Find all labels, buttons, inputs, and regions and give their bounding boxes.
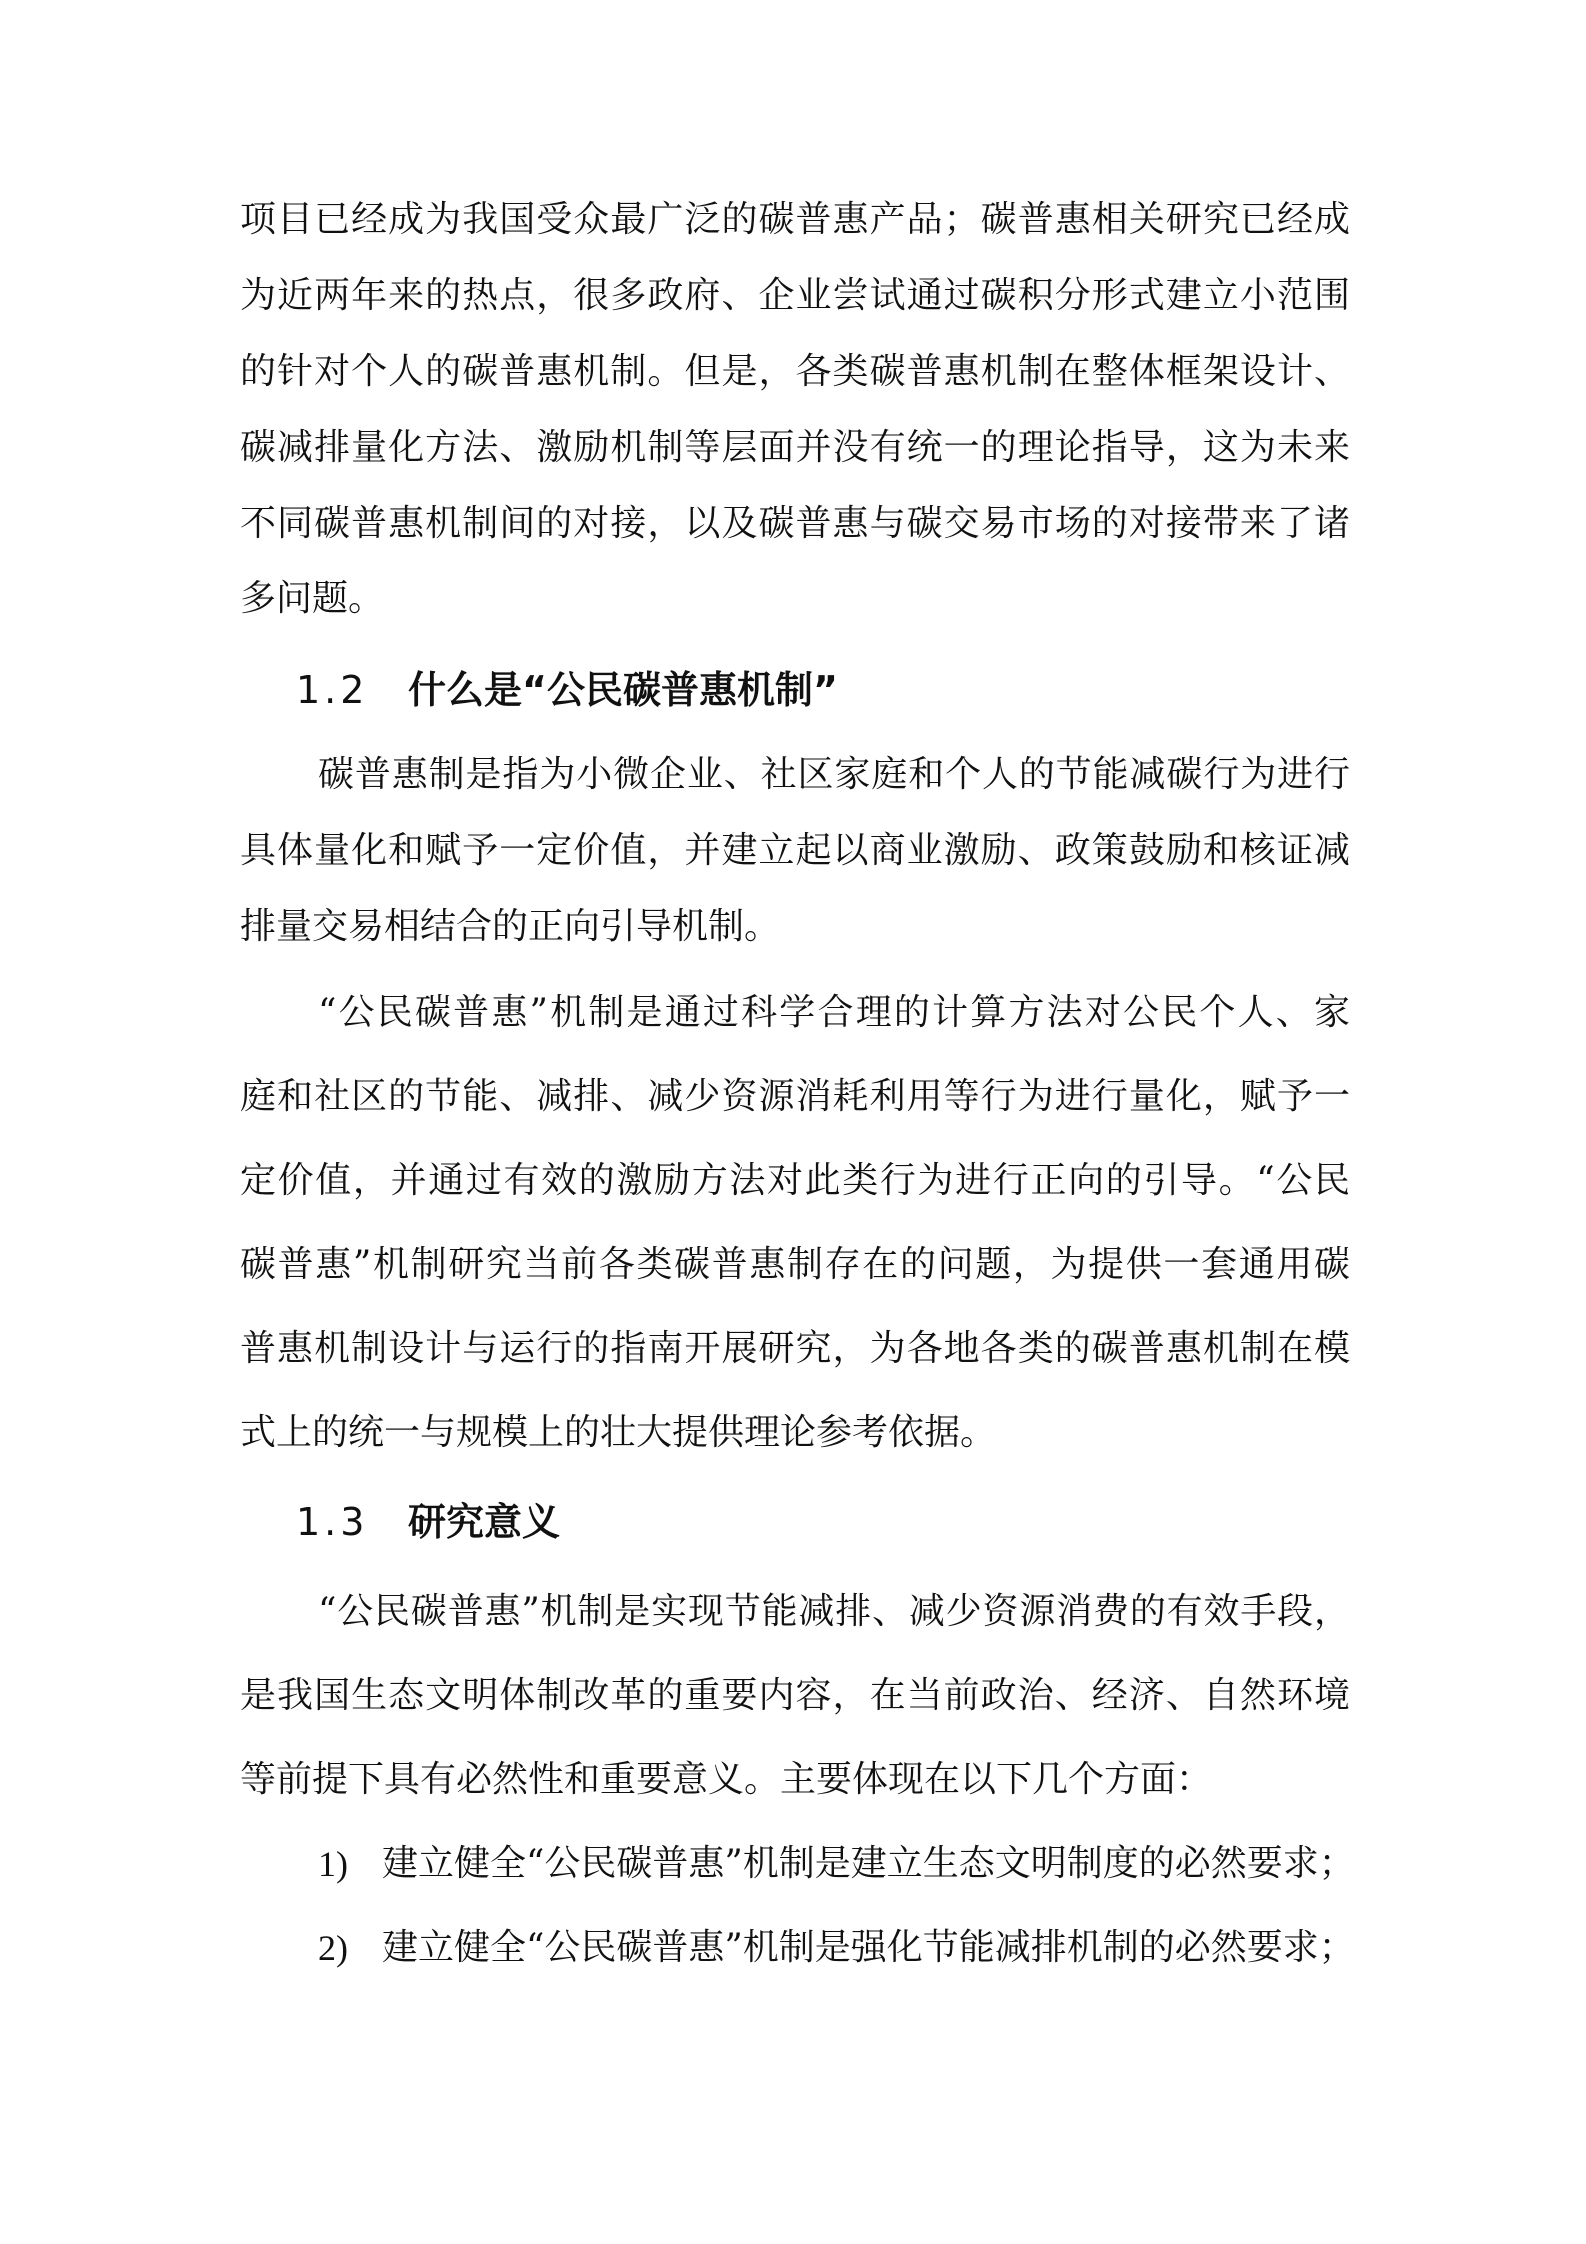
section-number: 1.3 — [296, 1500, 369, 1544]
text-line: 不同碳普惠机制间的对接，以及碳普惠与碳交易市场的对接带来了诸 — [240, 503, 1350, 544]
list-item-number: 2) — [318, 1928, 348, 1968]
text-line: 定价值，并通过有效的激励方法对此类行为进行正向的引导。“公民 — [240, 1160, 1350, 1201]
section-title: 什么是“公民碳普惠机制” — [408, 668, 838, 712]
text-line: 庭和社区的节能、减排、减少资源消耗利用等行为进行量化，赋予一 — [240, 1076, 1350, 1117]
list-item-text: 建立健全“公民碳普惠”机制是强化节能减排机制的必然要求； — [382, 1927, 1355, 1968]
text-line: 碳普惠”机制研究当前各类碳普惠制存在的问题，为提供一套通用碳 — [240, 1244, 1350, 1285]
text-line: 碳减排量化方法、激励机制等层面并没有统一的理论指导，这为未来 — [240, 427, 1350, 468]
list-item-text: 建立健全“公民碳普惠”机制是建立生态文明制度的必然要求； — [382, 1843, 1355, 1884]
section-number: 1.2 — [296, 668, 369, 712]
section-heading-1-2 — [296, 660, 838, 720]
text-line: 为近两年来的热点，很多政府、企业尝试通过碳积分形式建立小范围 — [240, 275, 1350, 316]
section-title: 研究意义 — [408, 1500, 561, 1544]
list-item-number: 1) — [318, 1844, 348, 1884]
text-line: “公民碳普惠”机制是实现节能减排、减少资源消费的有效手段， — [318, 1591, 1350, 1632]
text-line: 具体量化和赋予一定价值，并建立起以商业激励、政策鼓励和核证减 — [240, 830, 1350, 871]
section-heading-1-3 — [296, 1492, 560, 1552]
text-line: 的针对个人的碳普惠机制。但是，各类碳普惠机制在整体框架设计、 — [240, 351, 1350, 392]
text-line: 等前提下具有必然性和重要意义。主要体现在以下几个方面： — [240, 1759, 1213, 1800]
text-line: 项目已经成为我国受众最广泛的碳普惠产品；碳普惠相关研究已经成 — [240, 199, 1350, 240]
text-line: “公民碳普惠”机制是通过科学合理的计算方法对公民个人、家 — [318, 992, 1350, 1033]
text-line: 排量交易相结合的正向引导机制。 — [240, 906, 781, 947]
text-line: 多问题。 — [240, 578, 385, 619]
text-line: 普惠机制设计与运行的指南开展研究，为各地各类的碳普惠机制在模 — [240, 1328, 1350, 1369]
text-line: 是我国生态文明体制改革的重要内容，在当前政治、经济、自然环境 — [240, 1675, 1350, 1716]
text-line: 式上的统一与规模上的壮大提供理论参考依据。 — [240, 1412, 997, 1453]
text-line: 碳普惠制是指为小微企业、社区家庭和个人的节能减碳行为进行 — [318, 754, 1350, 795]
